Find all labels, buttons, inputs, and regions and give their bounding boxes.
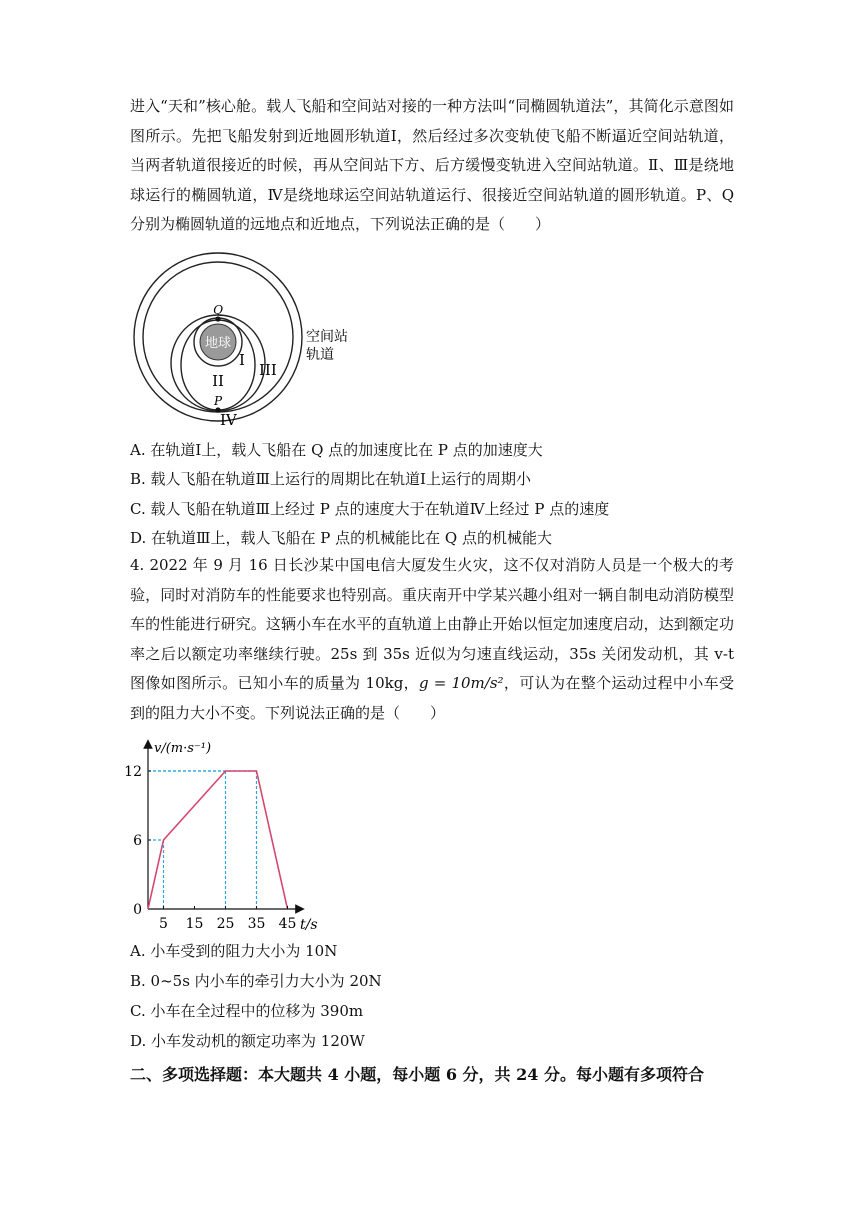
orbit-1-label: I [239, 351, 245, 369]
y-tick-label-0: 6 [133, 833, 142, 849]
origin-label: 0 [133, 902, 142, 918]
earth-label: 地球 [204, 336, 232, 351]
orbit-3-label: III [259, 361, 277, 379]
q4-stem-part-2: ，可认为在整个运动过程中小车受到的阻力大小不变。下列说法正确的是（ ） [130, 674, 734, 722]
q4-option-b: B. 0~5s 内小车的牵引力大小为 20N [130, 972, 382, 990]
q3-option-d: D. 在轨道Ⅲ上，载人飞船在 P 点的机械能比在 Q 点的机械能大 [130, 529, 552, 547]
q4-option-a: A. 小车受到的阻力大小为 10N [130, 942, 338, 960]
x-tick-label-0: 5 [159, 916, 168, 932]
q3-stem: 进入“天和”核心舱。载人飞船和空间站对接的一种方法叫“同椭圆轨道法”，其简化示意图如图所示。先把飞船发射到近地圆形轨道Ⅰ，然后经过多次变轨使飞船不断逼近空间站轨道，当两者轨道很接近的时候，再从空间站下方、后方缓慢变轨进入空间站轨道。Ⅱ、Ⅲ是绕地球运行的椭圆轨道，Ⅳ是绕地球运空间站轨道运行、很接近空间站轨道的圆形轨道。P、Q 分别为椭圆轨道的远地点和近地点，下列说法正确的是（ ） [130, 97, 734, 233]
station-orbit-label-1: 空间站 [306, 329, 348, 345]
x-tick-label-4: 45 [278, 916, 297, 932]
point-q-dot [215, 316, 220, 321]
point-p-label: P [213, 394, 223, 408]
q4-option-d: D. 小车发动机的额定功率为 120W [130, 1032, 365, 1050]
station-orbit-label-2: 轨道 [306, 347, 334, 363]
q4-stem [130, 551, 734, 728]
orbit-2-label: II [212, 372, 224, 390]
q3-option-c: C. 载人飞船在轨道Ⅲ上经过 P 点的速度大于在轨道Ⅳ上经过 P 点的速度 [130, 500, 610, 518]
q4-stem-part-1: 4. 2022 年 9 月 16 日长沙某中国电信大厦发生火灾，这不仅对消防人员是一个极大的考验，同时对消防车的性能要求也特别高。重庆南开中学某兴趣小组对一辆自制电动消防模型车的性能进行研究。这辆小车在水平的直轨道上由静止开始以恒定加速度启动，达到额定功率之后以额定功率继续行驶。25s 到 35s 近似为匀速直线运动，35s 关闭发动机，其 v-t 图像如图所示。已知小车的质量为 10kg， [130, 556, 734, 692]
y-tick-label-1: 12 [124, 764, 142, 780]
orbit-4-label: IV [220, 411, 237, 429]
q4-option-c: C. 小车在全过程中的位移为 390m [130, 1002, 364, 1020]
point-q-label: Q [213, 303, 223, 317]
q3-option-b: B. 载人飞船在轨道Ⅲ上运行的周期比在轨道Ⅰ上运行的周期小 [130, 470, 531, 488]
q3-option-a: A. 在轨道Ⅰ上，载人飞船在 Q 点的加速度比在 P 点的加速度大 [130, 441, 543, 459]
orbit-diagram [128, 253, 378, 433]
x-tick-label-2: 25 [216, 916, 235, 932]
y-axis-label: v/(m·s⁻¹) [154, 741, 212, 756]
x-tick-label-3: 35 [247, 916, 266, 932]
velocity-line [148, 771, 288, 909]
x-axis-label: t/s [300, 917, 318, 933]
section-two-header: 二、多项选择题：本大题共 4 小题，每小题 6 分，共 24 分。每小题有多项符合 [130, 1065, 704, 1084]
vt-chart [124, 738, 318, 938]
gravity-formula: g = 10m/s² [419, 674, 504, 692]
x-tick-label-1: 15 [185, 916, 204, 932]
